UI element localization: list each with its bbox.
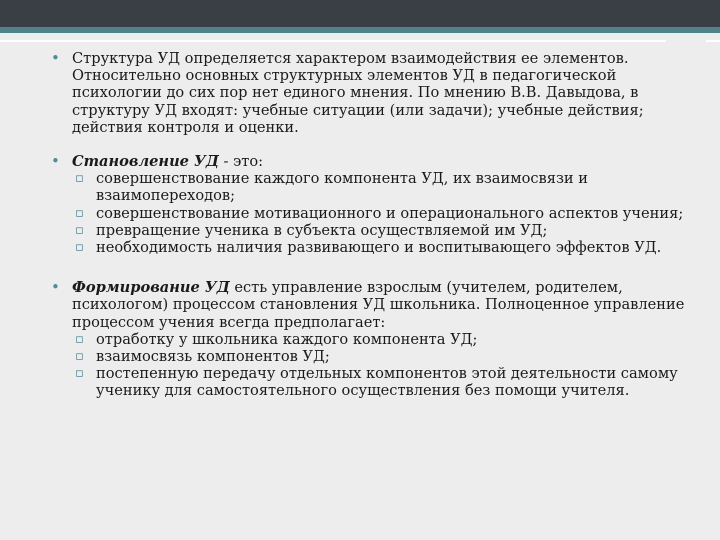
paragraph-structure bbox=[0, 50, 720, 136]
accent-stripe bbox=[0, 27, 720, 33]
sub-bullet-icon: ▫ bbox=[75, 205, 84, 221]
paragraph-lead-term: Становление УД bbox=[72, 153, 219, 171]
paragraph-formirovanie bbox=[0, 279, 720, 331]
bullet-icon: • bbox=[51, 152, 60, 171]
list-item bbox=[0, 331, 720, 348]
list-item bbox=[0, 348, 720, 365]
list-item-text: отработку у школьника каждого компонента УД; bbox=[96, 330, 478, 348]
list-item-text: необходимость наличия развивающего и воспитывающего эффектов УД. bbox=[96, 239, 662, 257]
sub-bullet-icon: ▫ bbox=[75, 240, 84, 256]
list-item-text: совершенствование мотивационного и операционального аспектов учения; bbox=[96, 204, 684, 222]
paragraph-text: Структура УД определяется характером взаимодействия ее элементов. Относительно основных структурных элементов УД в педагогической психологии до сих пор нет единого мнения. По мнению В.В. Давыдова, в структуру УД входят: учебные ситуации (или задачи); учебные действия; действия контроля и оценки. bbox=[72, 50, 644, 136]
paragraph-text: - это: bbox=[218, 153, 264, 171]
list-item bbox=[0, 222, 720, 239]
bullet-icon: • bbox=[51, 278, 60, 297]
divider-line-short bbox=[706, 40, 720, 42]
sub-bullet-icon: ▫ bbox=[75, 331, 84, 347]
paragraph-text: есть управление взрослым (учителем, родителем, психологом) процессом становления УД школьника. Полноценное управление процессом учения всегда предполагает: bbox=[72, 279, 685, 331]
list-item-text: совершенствование каждого компонента УД, их взаимосвязи и взаимопереходов; bbox=[96, 170, 589, 205]
list-item bbox=[0, 365, 720, 399]
paragraph-lead-term: Формирование УД bbox=[72, 279, 230, 297]
list-item bbox=[0, 170, 720, 204]
slide-content bbox=[0, 48, 720, 528]
list-item-text: превращение ученика в субъекта осуществляемой им УД; bbox=[96, 221, 548, 239]
sub-bullet-icon: ▫ bbox=[75, 349, 84, 365]
sub-bullet-icon: ▫ bbox=[75, 366, 84, 382]
sub-bullet-icon: ▫ bbox=[75, 222, 84, 238]
list-item-text: постепенную передачу отдельных компонентов этой деятельности самому ученику для самостоятельного осуществления без помощи учителя. bbox=[96, 365, 678, 400]
sub-bullet-icon: ▫ bbox=[75, 171, 84, 187]
list-item bbox=[0, 205, 720, 222]
bullet-icon: • bbox=[51, 49, 60, 67]
list-item bbox=[0, 239, 720, 256]
paragraph-stanovlenie bbox=[0, 153, 720, 170]
divider-line bbox=[0, 40, 666, 42]
top-header-bar bbox=[0, 0, 720, 27]
list-item-text: взаимосвязь компонентов УД; bbox=[96, 348, 330, 366]
